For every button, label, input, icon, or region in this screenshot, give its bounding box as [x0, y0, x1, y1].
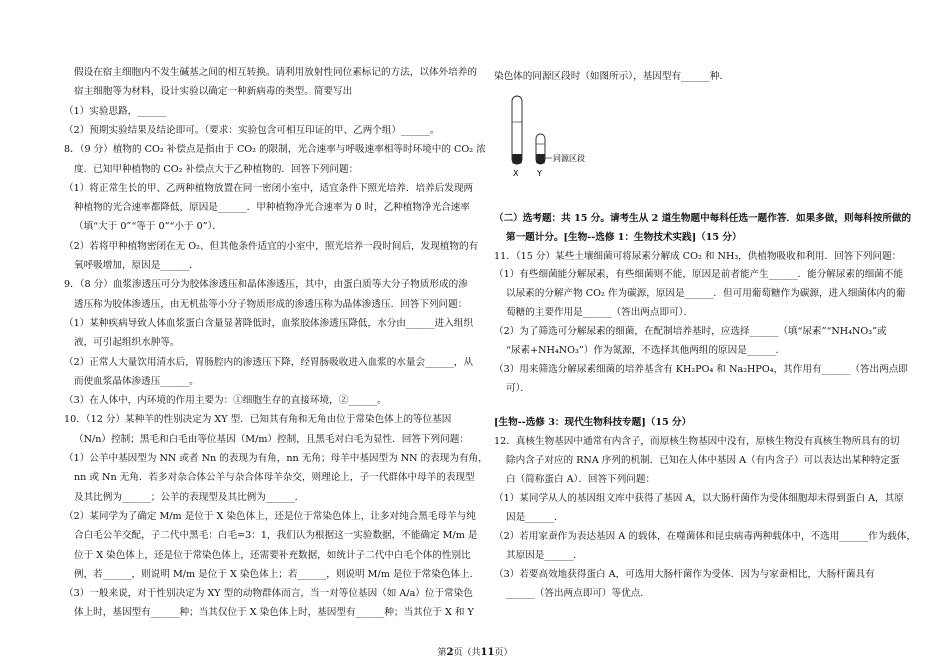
right-text-line: 12．真核生物基因中通常有内含子，而原核生物基因中没有，原核生物没有真核生物所具有的切 — [494, 436, 900, 447]
section-heading: （二）选考题：共 15 分。请考生从 2 道生物题中每科任选一题作答．如果多做，则每科按所做的 — [494, 213, 912, 224]
left-text-line: （1）将正常生长的甲、乙两种植物放置在同一密闭小室中，适宜条件下照光培养．培养后发现两 — [64, 182, 474, 194]
right-text-line: （2）为了筛选可分解尿素的细菌，在配制培养基时，应选择______（填“尿素”“NH₄NO₃”或 — [494, 326, 887, 337]
homologous-region-label: 同源区段 — [553, 154, 585, 163]
right-text-line: 白（简称蛋白 A）．回答下列问题： — [506, 474, 656, 485]
left-text-line: 度．已知甲种植物的 CO₂ 补偿点大于乙种植物的．回答下列问题： — [74, 163, 359, 175]
left-text-line: （填“大于 0”“等于 0”“小于 0”）． — [74, 221, 223, 233]
left-text-line: （1）实验思路，______ — [64, 105, 167, 117]
left-text-line: 而使血浆晶体渗透压______。 — [74, 375, 199, 387]
left-text-line: （2）某同学为了确定 M/m 是位于 X 染色体上，还是位于常染色体上，让多对纯合黑毛母羊与纯 — [64, 510, 476, 522]
page-footer: 第2页（共11页） — [437, 647, 513, 658]
left-text-line: （2）预期实验结果及结论即可。（要求：实验包含可相互印证的甲、乙两个组）______。 — [64, 124, 440, 136]
left-text-line: 假设在宿主细胞内不发生碱基之间的相互转换。请利用放射性同位素标记的方法，以体外培养的 — [74, 67, 477, 78]
left-text-line: 液，可引起组织水肿等。 — [74, 337, 180, 349]
y-homologous-region — [536, 154, 544, 164]
right-text-line: “尿素+NH₄NO₃”）作为氮源，不选择其他两组的原因是______． — [506, 345, 786, 356]
left-text-line: （1）公羊中基因型为 NN 或者 Nn 的表现为有角，nn 无角；母羊中基因型为 NN 的表现为有角， — [64, 453, 488, 464]
chromosome-figure — [500, 92, 620, 182]
section-heading: 第一题计分。[生物--选修 1：生物技术实践]（15 分） — [506, 232, 742, 243]
section-heading: [生物--选修 3：现代生物科技专题]（15 分） — [494, 417, 692, 428]
left-text-line: （3）一般来说，对于性别决定为 XY 型的动物群体而言，当一对等位基因（如 A/a）位于常染色 — [64, 588, 473, 600]
right-text-line: 除内含子对应的 RNA 序列的机制．已知在人体中基因 A（有内含子）可以表达出某种特定蛋 — [506, 455, 900, 466]
right-text-line: 其原因是______． — [506, 550, 583, 561]
page-number: 2 — [446, 647, 454, 658]
right-text-line: （3）若要高效地获得蛋白 A，可选用大肠杆菌作为受体．因为与家蚕相比，大肠杆菌具有 — [494, 569, 875, 580]
right-text-line: （3）用来筛选分解尿素细菌的培养基含有 KH₂PO₄ 和 Na₂HPO₄，其作用有______（答出两点即 — [494, 364, 908, 375]
left-text-line: （2）正常人大量饮用清水后，胃肠腔内的渗透压下降，经胃肠吸收进入血浆的水量会______，从 — [64, 356, 474, 368]
left-text-line: 10．（12 分）某种羊的性别决定为 XY 型．已知其有角和无角由位于常染色体上的等位基因 — [64, 414, 452, 426]
right-text-line: 因是______． — [506, 512, 564, 523]
right-text-line: 11．（15 分）某些土壤细菌可将尿素分解成 CO₂ 和 NH₃，供植物吸收和利用．回答下列问题： — [494, 251, 902, 262]
x-label: X — [513, 169, 519, 178]
left-text-line: nn 或 Nn 无角．若多对杂合体公羊与杂合体母羊杂交，则理论上，子一代群体中母羊的表现型 — [74, 472, 475, 484]
x-chromosome — [512, 96, 522, 164]
left-text-line: 宿主细胞等为材料，设计实验以确定一种新病毒的类型。简要写出 — [74, 86, 353, 98]
left-text-line: 8．（9 分）植物的 CO₂ 补偿点是指由于 CO₂ 的限制，光合速率与呼吸速率相等时环境中的 CO₂ 浓 — [64, 144, 486, 156]
left-text-line: 9．（8 分）血浆渗透压可分为胶体渗透压和晶体渗透压，其中，由蛋白质等大分子物质形成的渗 — [64, 279, 468, 291]
left-text-line: 氧呼吸增加，原因是______． — [74, 260, 199, 271]
left-text-line: 合白毛公羊交配，子二代中黑毛：白毛=3：1，我们认为根据这一实验数据，不能确定 M/m 是 — [74, 530, 478, 542]
y-label: Y — [537, 169, 542, 178]
left-text-line: 种植物的光合速率都降低，原因是______．甲种植物净光合速率为 0 时，乙种植物净光合速率 — [74, 202, 470, 214]
left-text-line: 位于 X 染色体上，还是位于常染色体上，还需要补充数据，如统计子二代中白毛个体的性别比 — [74, 549, 471, 561]
left-text-line: （1）某种疾病导致人体血浆蛋白含量显著降低时，血浆胶体渗透压降低，水分由______进入组织 — [64, 317, 474, 329]
right-text-line: （1）有些细菌能分解尿素，有些细菌则不能，原因是前者能产生______．能分解尿素的细菌不能 — [494, 269, 904, 280]
right-text-line: （2）若用家蚕作为表达基因 A 的载体，在噬菌体和昆虫病毒两种载体中，不选用______作为载体， — [494, 531, 917, 542]
x-homologous-region — [512, 154, 521, 164]
left-text-line: 及其比例为______；公羊的表现型及其比例为______． — [74, 491, 305, 503]
left-text-line: 透压称为胶体渗透压，由无机盐等小分子物质形成的渗透压称为晶体渗透压．回答下列问题： — [74, 298, 468, 310]
left-text-line: （3）在人体中，内环境的作用主要为：①细胞生存的直接环境，②______。 — [64, 395, 387, 407]
total-pages: 11 — [480, 647, 495, 658]
right-text-line: 以尿素的分解产物 CO₂ 作为碳源，原因是______．但可用葡萄糖作为碳源，进入细菌体内的葡 — [506, 288, 906, 299]
left-text-line: 例，若______，则说明 M/m 是位于 X 染色体上；若______，则说明 M/m 是位于常染色体上． — [74, 568, 480, 580]
left-text-line: 体上时，基因型有______种；当其仅位于 X 染色体上时，基因型有______种；当其位于 X 和 Y — [74, 607, 474, 619]
left-text-line: （N/n）控制；黑毛和白毛由等位基因（M/m）控制，且黑毛对白毛为显性．回答下列问题： — [74, 433, 469, 445]
right-text-line: 萄糖的主要作用是______（答出两点即可）． — [506, 307, 694, 318]
right-text-line: ______（答出两点即可）等优点． — [506, 588, 650, 599]
left-text-line: （2）若将甲种植物密闭在无 O₂、但其他条件适宜的小室中，照光培养一段时间后，发现植物的有 — [64, 240, 479, 252]
question-10-continuation: 染色体的同源区段时（如图所示），基因型有______种． — [494, 71, 730, 82]
right-text-line: 可）． — [506, 383, 530, 394]
right-text-line: （1）某同学从人的基因组文库中获得了基因 A，以大肠杆菌作为受体细胞却未得到蛋白 A，其原 — [494, 493, 904, 504]
